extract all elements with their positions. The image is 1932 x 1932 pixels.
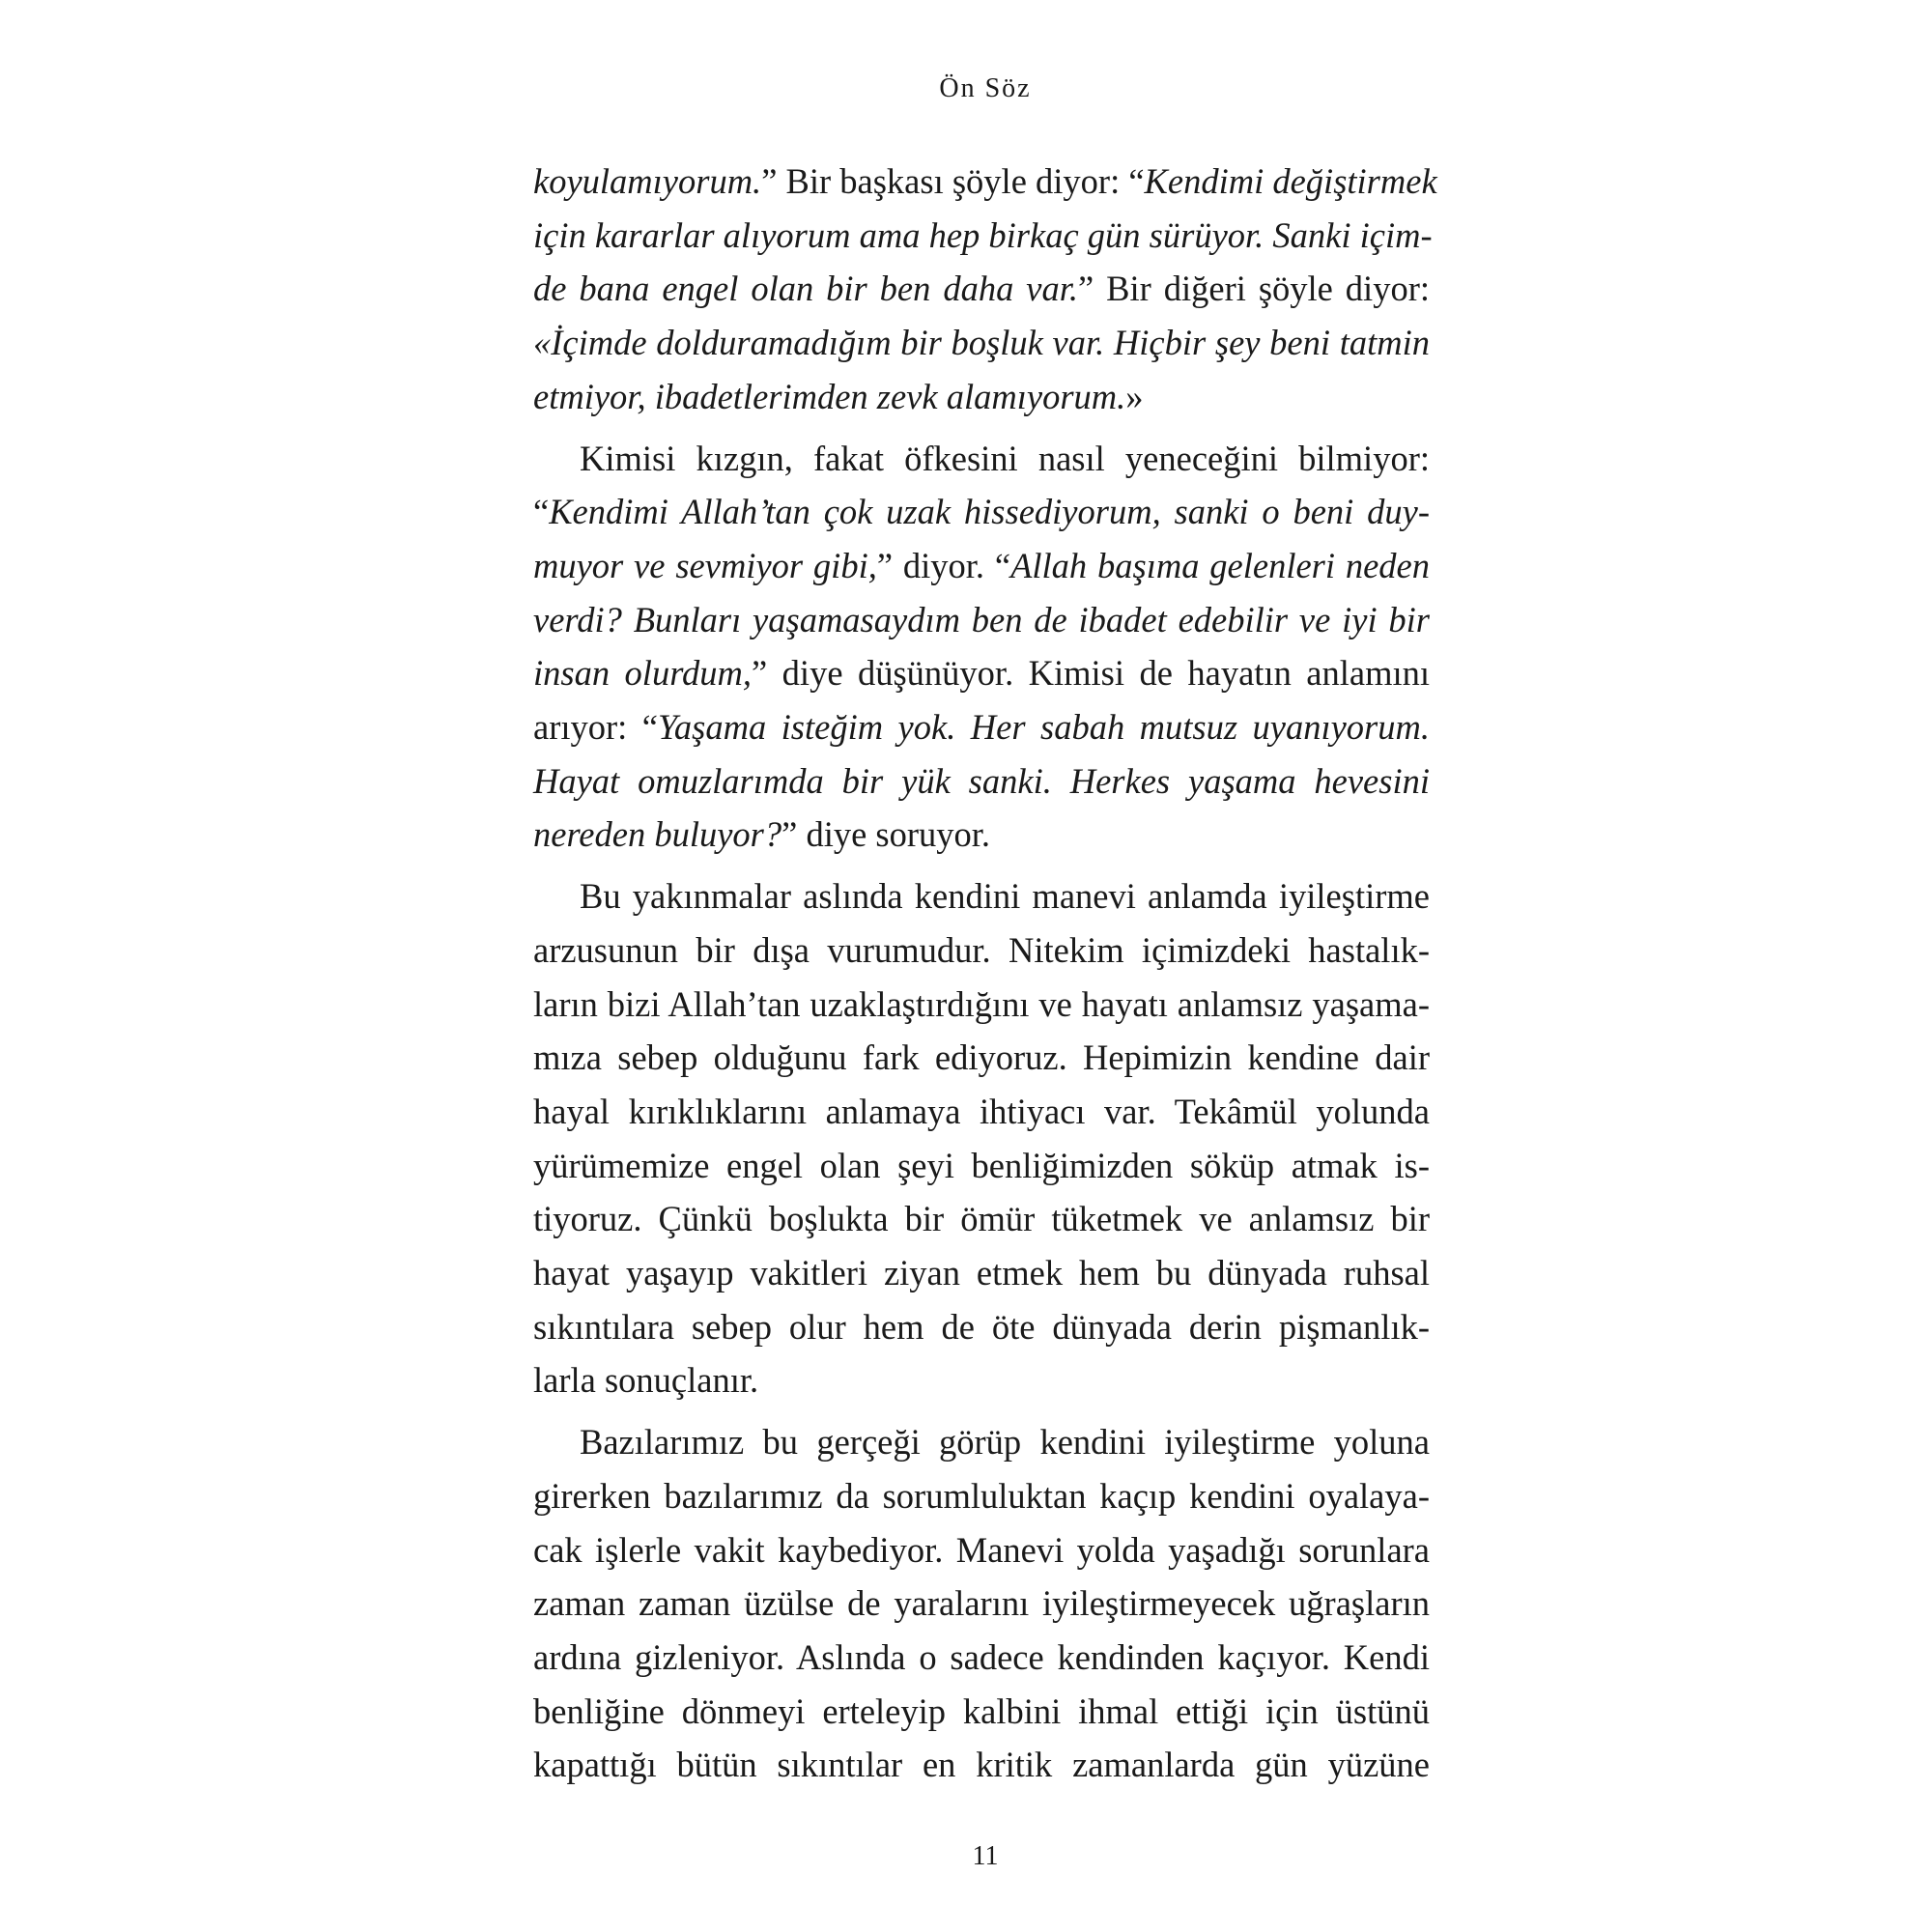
text-segment: ” diye soruyor.: [781, 814, 991, 855]
text-line: [533, 1139, 1430, 1193]
text-segment: ların bizi Allah’tan uzaklaştırdığını ve hayatı anlamsız yaşama-: [533, 983, 1430, 1024]
text-line: [533, 1577, 1430, 1631]
text-segment: arzusunun bir dışa vurumudur. Nitekim içimizdeki hastalık-: [533, 929, 1430, 970]
text-segment: Bazılarımız bu gerçeği görüp kendini iyileştirme yoluna: [580, 1422, 1430, 1463]
text-line: [533, 1031, 1430, 1085]
text-line: [533, 923, 1430, 978]
text-segment: cak işlerle vakit kaybediyor. Manevi yolda yaşadığı sorunlara: [533, 1529, 1430, 1570]
italic-quote-text: Kendimi değiştirmek: [1144, 161, 1437, 201]
paragraph: [533, 869, 1430, 1407]
text-line: [533, 808, 1430, 862]
text-line: [533, 370, 1430, 424]
text-segment: mıza sebep olduğunu fark ediyoruz. Hepimizin kendine dair: [533, 1037, 1430, 1078]
italic-quote-text: nereden buluyor?: [533, 814, 782, 855]
text-segment: »: [1125, 376, 1144, 416]
text-line: [533, 754, 1430, 809]
text-line: [533, 1738, 1430, 1792]
text-line: [533, 1685, 1430, 1739]
text-line: [533, 155, 1437, 209]
text-line: [533, 432, 1430, 486]
text-line: [533, 593, 1430, 647]
text-segment: ” diyor. “: [876, 545, 1011, 585]
paragraph-gap: [533, 862, 1430, 869]
text-segment: benliğine dönmeyi erteleyip kalbini ihmal ettiği için üstünü: [533, 1690, 1430, 1731]
text-segment: Kimisi kızgın, fakat öfkesini nasıl yeneceğini bilmiyor:: [580, 438, 1430, 478]
text-line: [533, 869, 1430, 923]
text-segment: ardına gizleniyor. Aslında o sadece kendinden kaçıyor. Kendi: [533, 1636, 1430, 1677]
text-line: [533, 262, 1430, 316]
paragraph: [533, 432, 1430, 863]
running-head: Ön Söz: [939, 73, 1032, 103]
text-line: [533, 539, 1430, 593]
text-line: [533, 1415, 1430, 1469]
text-line: [533, 485, 1430, 539]
italic-quote-text: Kendimi Allah’tan çok uzak hissediyorum, sanki o beni duy-: [549, 492, 1430, 532]
text-line: [533, 978, 1430, 1032]
text-segment: girerken bazılarımız da sorumluluktan kaçıp kendini oyalaya-: [533, 1475, 1430, 1516]
page-number: 11: [972, 1841, 999, 1871]
italic-quote-text: «İçimde dolduramadığım bir boşluk var. Hiçbir şey beni tatmin: [533, 323, 1430, 363]
italic-quote-text: insan olurdum,: [533, 653, 753, 694]
text-line: [533, 209, 1433, 263]
italic-quote-text: için kararlar alıyorum ama hep birkaç gün sürüyor. Sanki içim-: [533, 214, 1433, 255]
text-segment: yürümemize engel olan şeyi benliğimizden söküp atmak is-: [533, 1145, 1430, 1185]
paragraph-gap: [533, 424, 1430, 432]
body-text: [533, 155, 1437, 1792]
text-segment: tiyoruz. Çünkü boşlukta bir ömür tüketmek ve anlamsız bir: [533, 1199, 1430, 1239]
text-segment: larla sonuçlanır.: [533, 1360, 759, 1401]
text-line: [533, 1631, 1430, 1685]
text-line: [533, 700, 1430, 754]
italic-quote-text: Yaşama isteğim yok. Her sabah mutsuz uyanıyorum.: [657, 707, 1430, 748]
italic-quote-text: de bana engel olan bir ben daha var.: [533, 269, 1079, 309]
text-line: [533, 316, 1430, 370]
text-line: [533, 1246, 1430, 1300]
text-line: [533, 1085, 1430, 1139]
text-segment: “: [533, 492, 550, 532]
paragraph: [533, 155, 1437, 424]
text-segment: zaman zaman üzülse de yaralarını iyileştirmeyecek uğraşların: [533, 1583, 1430, 1624]
text-segment: hayat yaşayıp vakitleri ziyan etmek hem bu dünyada ruhsal: [533, 1253, 1430, 1293]
text-segment: ” diye düşünüyor. Kimisi de hayatın anlamını: [752, 653, 1430, 694]
text-line: [533, 1469, 1430, 1523]
text-line: [533, 1523, 1430, 1577]
text-line: [533, 1300, 1430, 1354]
italic-quote-text: verdi? Bunları yaşamasaydım ben de ibadet edebilir ve iyi bir: [533, 599, 1430, 639]
text-segment: ” Bir başkası şöyle diyor: “: [761, 161, 1145, 201]
text-segment: arıyor: “: [533, 707, 658, 748]
text-segment: kapattığı bütün sıkıntılar en kritik zamanlarda gün yüzüne: [533, 1745, 1430, 1785]
text-line: [533, 1192, 1430, 1246]
text-segment: ” Bir diğeri şöyle diyor:: [1078, 269, 1430, 309]
paragraph-gap: [533, 1407, 1430, 1415]
italic-quote-text: koyulamıyorum.: [533, 161, 762, 201]
italic-quote-text: Hayat omuzlarımda bir yük sanki. Herkes yaşama hevesini: [533, 760, 1430, 801]
italic-quote-text: muyor ve sevmiyor gibi,: [533, 545, 877, 585]
text-line: [533, 1353, 1430, 1407]
text-segment: sıkıntılara sebep olur hem de öte dünyada derin pişmanlık-: [533, 1306, 1430, 1347]
text-segment: Bu yakınmalar aslında kendini manevi anlamda iyileştirme: [580, 876, 1430, 917]
italic-quote-text: etmiyor, ibadetlerimden zevk alamıyorum.: [533, 376, 1126, 416]
text-segment: hayal kırıklıklarını anlamaya ihtiyacı var. Tekâmül yolunda: [533, 1091, 1430, 1131]
paragraph: [533, 1415, 1430, 1792]
italic-quote-text: Allah başıma gelenleri neden: [1010, 545, 1430, 585]
text-line: [533, 646, 1430, 700]
